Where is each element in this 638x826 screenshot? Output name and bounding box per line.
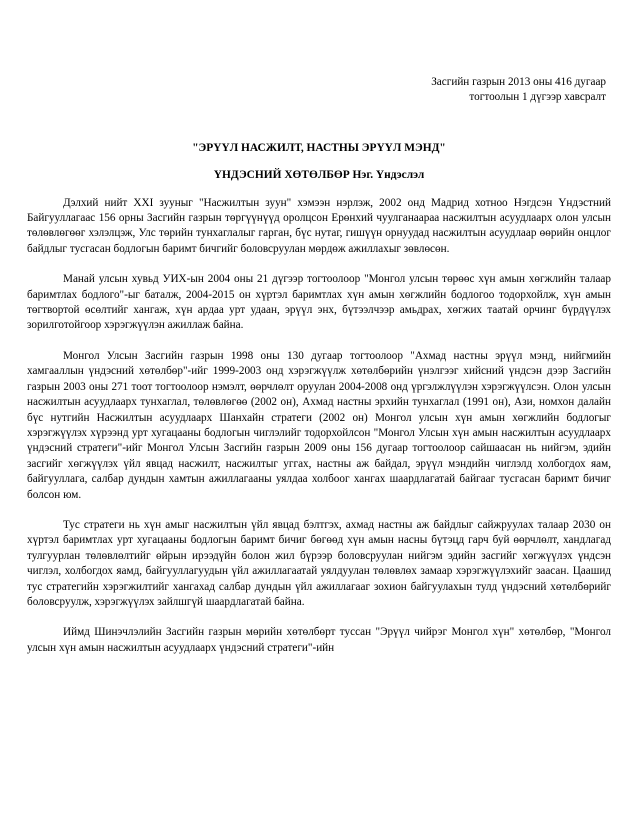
paragraph-4: Тус стратеги нь хүн амыг насжилтын үйл явцад бэлтгэх, ахмад настны аж байдлыг сайжруулах талаар 2030 он хүртэл баримтлах урт хугацааны бодлогын баримт бичиг бөгөөд хүн амын насны бүтэцд гарч буй өөрчлөлт, хандлагад тулгуурлан төлөвлөлтийг өйрын ирээдүйн болон жил бүрээр боловсруулан нийгэм эдийн засгийг хөгжүүлэх үндсэн чиглэл, холбогдох яамд, байгууллагуудын үйл ажиллагаатай уялдуулан төлөвлөх замаар хэрэгжүүлэхийг заасан. Цаашид тус стратегийн хэрэгжилтийг хангахад салбар дундын үйл ажиллагааг зохион байгуулахын тулд үндэсний хөтөлбөрийг боловсруулж, хэрэгжүүлэх зайлшгүй шаардлагатай байна.	[27, 518, 611, 608]
document-title: "ЭРҮҮЛ НАСЖИЛТ, НАСТНЫ ЭРҮҮЛ МЭНД"	[192, 141, 446, 154]
reference-header	[27, 75, 611, 106]
body-text	[27, 196, 611, 657]
paragraph-5: Иймд Шинэчлэлийн Засгийн газрын мөрийн хөтөлбөрт туссан "Эрүүл чийрэг Монгол хүн" хөтөлбөр, "Монгол улсын хүн амын насжилтын асуудлаарх үндэсний стратеги"-ийн	[27, 626, 611, 654]
document-subtitle: ҮНДЭСНИЙ ХӨТӨЛБӨР Нэг. Үндэслэл	[213, 169, 425, 182]
reference-line-2: тогтоолын 1 дүгээр хавсралт	[469, 91, 606, 104]
paragraph-1: Дэлхий нийт XXI зууныг "Насжилтын зуун" хэмээн нэрлэж, 2002 онд Мадрид хотноо Нэгдсэн Үндэстний Байгууллагаас 156 орны Засгийн газрын төргүүнүүд оролцсон Ерөнхий чуулганаараа насжилтын асуудлаарх олон улсын төлөвлөгөөг хэлэлцэж, Улс төрийн тунхаглалыг гарган, бүс нутаг, гишүүн орнуудад насжилтын асуудлаар өөрийн онцлог байдлыг тусгасан бодлогын баримт бичгийг боловсруулан мөрдөж ажиллахыг зөвлөсөн.	[27, 196, 611, 255]
paragraph-3: Монгол Улсын Засгийн газрын 1998 оны 130 дугаар тогтоолоор "Ахмад настны эрүүл мэнд, нийгмийн хамгааллын үндэсний хөтөлбөр"-ийг 1999-2003 онд хэрэгжүүлж хөтөлбөрийн үнэлгээг хийсний үндсэн дээр Засгийн газрын 2003 оны 271 тоот тогтоолоор нэмэлт, өөрчлөлт оруулан 2004-2008 онд үргэлжлүүлэн хэрэгжүүлсэн. Олон улсын насжилтын асуудлаарх тунхаглал, төлөвлөгөө (2002 он), Ахмад настны эрхийн тунхаглал (1991 он), Ази, номхон далайн бүс нутгийн Насжилтын асуудлаарх Шанхайн стратеги (2002 он) Монгол улсын хүн амын хөгжлийн бодлогыг хэрэгжүүлэх хүрээнд урт хугацааны бодлогын чиглэлийг тодорхойлсон "Монгол Улсын хүн амын насжилтын асуудлаарх үндэсний стратеги"-ийг Монгол Улсын Засгийн газрын 2009 оны 156 дугаар тогтоолоор сайшаасан нь нийгэм, эдийн засгийг хөгжүүлэх үйл явцад насжилт, насжилтыг уггах, настны аж байдал, эрүүл мэндийн чиглэлд холбогдох яам, байгууллага, салбар дундын хамтын ажиллагааны уялдаа холбоог хангах шаардлагатай байгааг тусгасан баримт бичиг болсон юм.	[27, 349, 611, 501]
reference-line-1: Засгийн газрын 2013 оны 416 дугаар	[431, 76, 606, 88]
paragraph-2: Манай улсын хувьд УИХ-ын 2004 оны 21 дүгээр тогтоолоор "Монгол улсын төрөөс хүн амын хөгжлийн талаар баримтлах бодлого"-ыг баталж, 2004-2015 он хүртэл баримтлах хүн амын хөгжлийн бодлогоо тодорхойлж, хүн амын төгтвортой өсөлтийг хангаж, хүн ардаа урт удаан, эрүүл энх, бүтээлчээр амьдрах, хөгжих таатай орчинг бүрдүүлэх зорилготойгоор хэрэгжүүлэн ажиллаж байна.	[27, 273, 611, 332]
